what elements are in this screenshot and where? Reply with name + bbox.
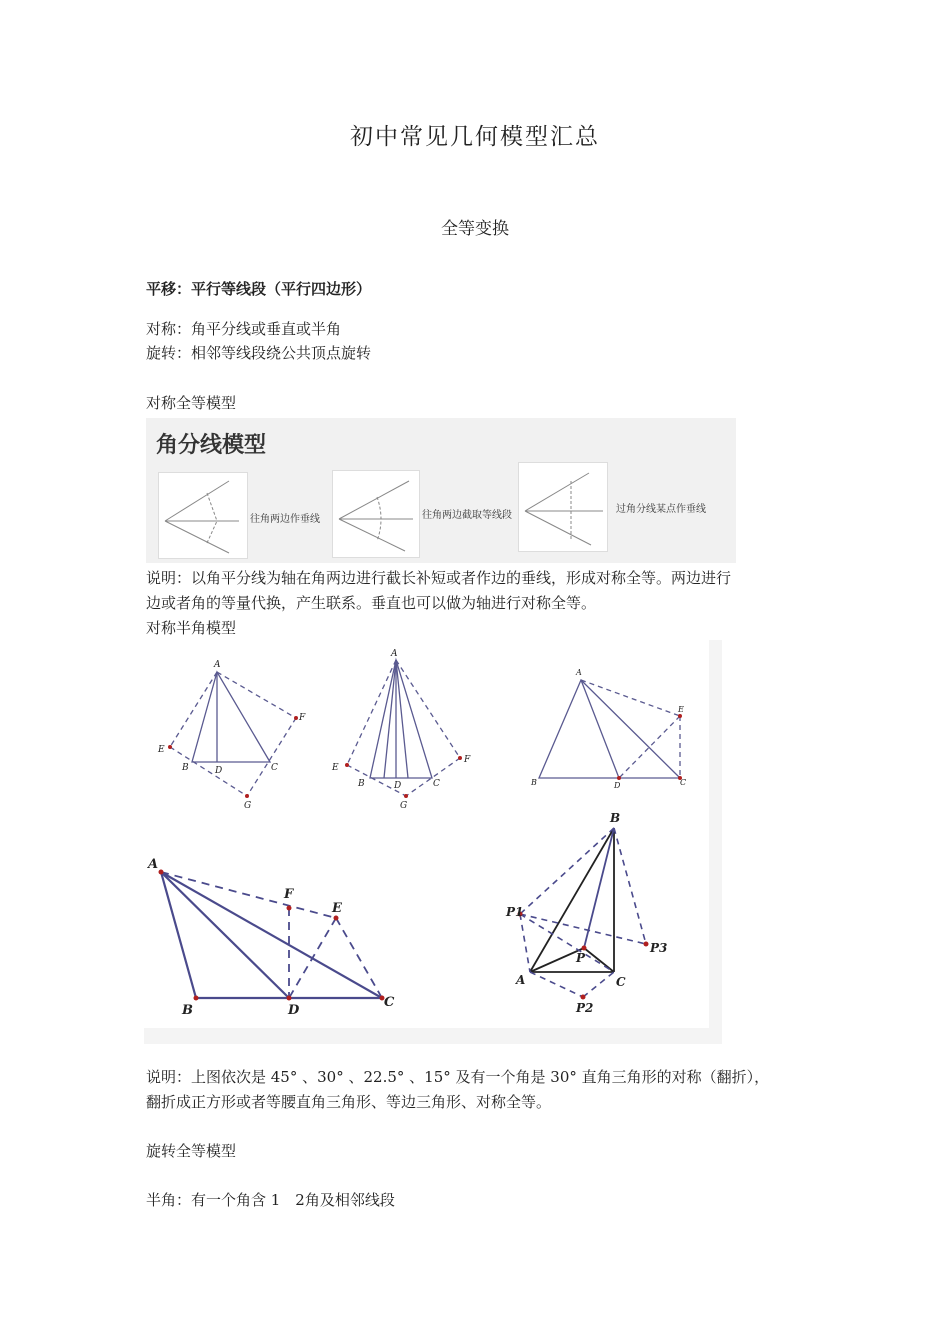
symmetry-line: 对称：角平分线或垂直或半角 xyxy=(146,320,342,338)
fig5-label-P3: P3 xyxy=(650,941,668,955)
fig5-label-P: P xyxy=(576,951,586,965)
fig4-label-D: D xyxy=(288,1003,300,1018)
note2-line1: 说明：上图依次是 45° 、30° 、22.5° 、15° 及有一个角是 30° 直角三角形的对称（翻折）， xyxy=(146,1068,770,1086)
fig2-label-E: E xyxy=(332,763,339,773)
fig5-label-P2: P2 xyxy=(576,1001,594,1015)
note1-line1: 说明：以角平分线为轴在角两边进行截长补短或者作边的垂线，形成对称全等。两边进行 xyxy=(146,569,732,587)
bisector-figure-3 xyxy=(518,462,608,552)
symmetry-congruence-title: 对称全等模型 xyxy=(146,394,237,412)
translation-heading: 平移：平行等线段（平行四边形） xyxy=(146,280,372,298)
fig1-label-A: A xyxy=(214,660,221,670)
fig3-label-B: B xyxy=(531,778,537,787)
half-angle-line: 半角：有一个角含 1 2角及相邻线段 xyxy=(146,1191,395,1209)
fig4-label-E: E xyxy=(332,901,342,916)
fig4-label-F: F xyxy=(284,887,294,902)
fig3-label-E: E xyxy=(678,705,684,714)
page-title: 初中常见几何模型汇总 xyxy=(350,124,600,150)
fig1-label-E: E xyxy=(158,745,165,755)
fig1-label-B: B xyxy=(182,763,189,773)
caption-1: 往角两边作垂线 xyxy=(250,514,320,525)
half-angle-model-title: 对称半角模型 xyxy=(146,619,237,637)
fig2-label-C: C xyxy=(433,779,440,789)
rotation-congruence-title: 旋转全等模型 xyxy=(146,1142,237,1160)
note1-line2: 边或者角的等量代换，产生联系。垂直也可以做为轴进行对称全等。 xyxy=(146,594,597,612)
fig4-label-A: A xyxy=(148,857,159,872)
figure-30-right-triangle xyxy=(530,828,614,972)
fig2-label-F: F xyxy=(464,755,471,765)
fig1-label-G: G xyxy=(244,801,252,811)
caption-3: 过角分线某点作垂线 xyxy=(616,504,706,515)
fig2-label-A: A xyxy=(391,649,398,659)
fig3-label-C: C xyxy=(680,778,687,787)
fig5-label-A: A xyxy=(516,973,526,987)
bisector-figure-2 xyxy=(332,470,420,558)
fig2-label-G: G xyxy=(400,801,408,811)
figure-22-5-degree xyxy=(539,680,680,778)
half-angle-figures-panel xyxy=(144,640,722,1044)
fig4-label-C: C xyxy=(384,995,395,1010)
fig5-label-C: C xyxy=(616,975,626,989)
fig5-label-P1: P1 xyxy=(506,905,524,919)
panel-title: 角分线模型 xyxy=(156,433,267,458)
rotation-line: 旋转：相邻等线段绕公共顶点旋转 xyxy=(146,344,372,362)
fig5-label-B: B xyxy=(610,811,621,825)
fig2-label-D: D xyxy=(394,781,402,791)
figure-15-degree xyxy=(161,872,382,998)
figure-45-degree xyxy=(170,672,296,796)
fig2-label-B: B xyxy=(358,779,365,789)
half-angle-figures xyxy=(144,640,709,1028)
fig3-label-D: D xyxy=(614,781,621,790)
caption-2: 往角两边截取等线段 xyxy=(422,510,512,521)
fig1-label-D: D xyxy=(215,766,223,776)
fig1-label-F: F xyxy=(299,713,306,723)
bisector-figure-1 xyxy=(158,472,248,559)
fig3-label-A: A xyxy=(576,668,582,677)
angle-bisector-panel xyxy=(146,418,736,563)
fig4-label-B: B xyxy=(182,1003,193,1018)
section-title: 全等变换 xyxy=(441,219,509,239)
fig1-label-C: C xyxy=(271,763,278,773)
figure-30-degree xyxy=(347,660,460,796)
note2-line2: 翻折成正方形或者等腰直角三角形、等边三角形、对称全等。 xyxy=(146,1093,552,1111)
